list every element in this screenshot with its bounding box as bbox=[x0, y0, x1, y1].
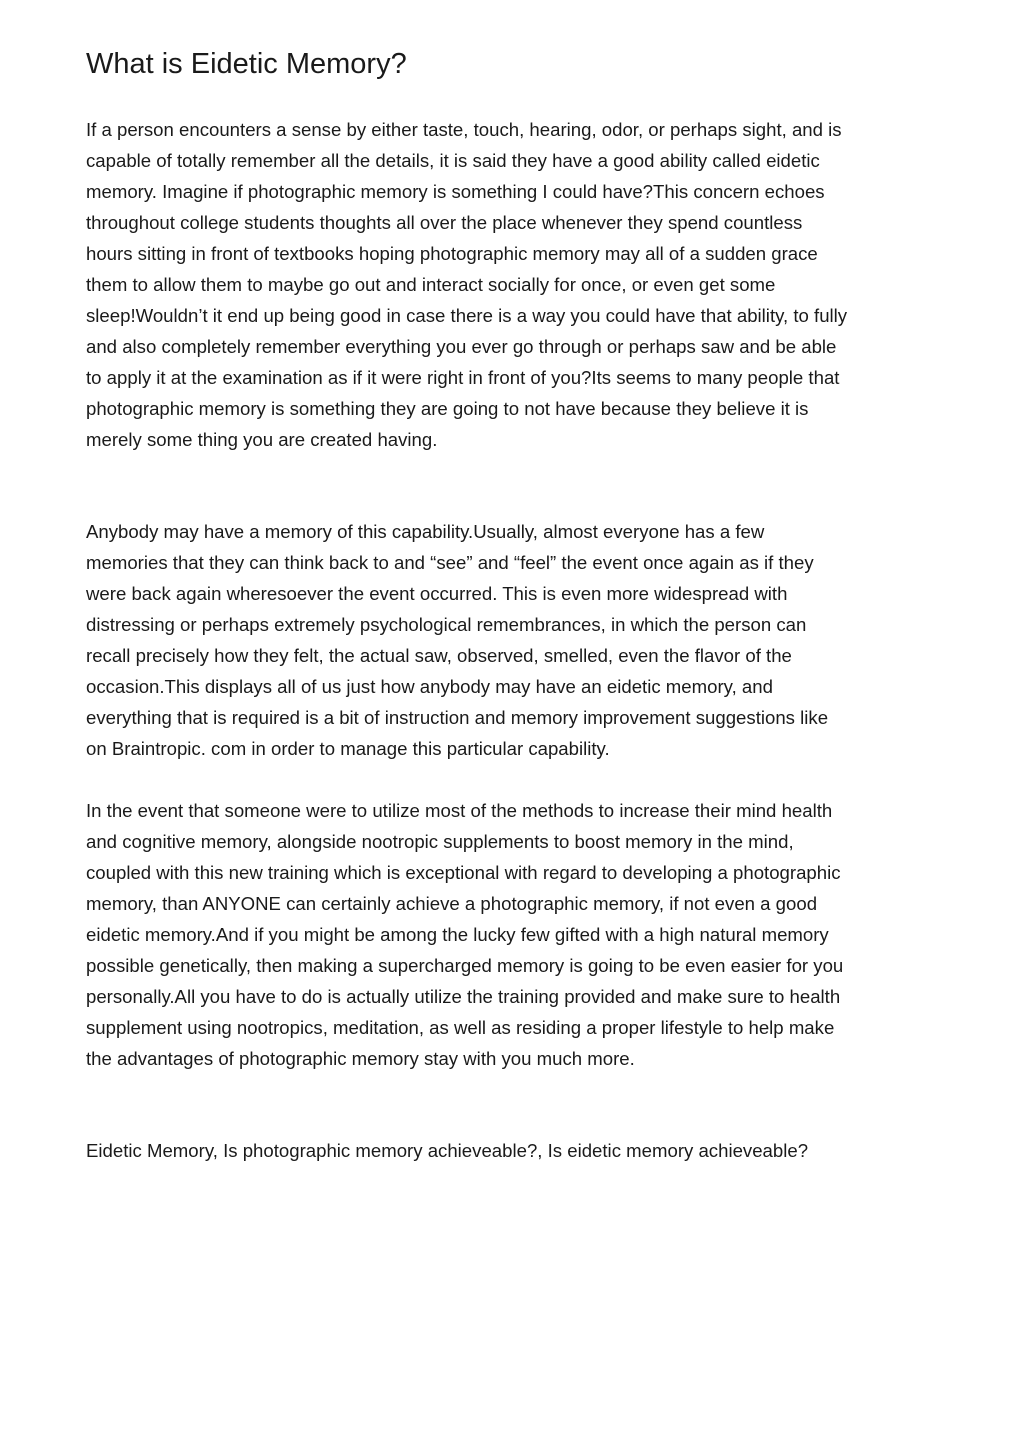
text-line: capable of totally remember all the details, it is said they have a good ability called eidetic bbox=[86, 150, 820, 171]
text-line: recall precisely how they felt, the actual saw, observed, smelled, even the flavor of the bbox=[86, 645, 792, 666]
paragraph-1 bbox=[86, 114, 847, 455]
paragraph-2 bbox=[86, 516, 828, 764]
text-line: possible genetically, then making a supercharged memory is going to be even easier for you bbox=[86, 955, 844, 976]
text-line: Anybody may have a memory of this capability.Usually, almost everyone has a few bbox=[86, 521, 765, 542]
text-line: coupled with this new training which is exceptional with regard to developing a photographic bbox=[86, 862, 841, 883]
text-line: merely some thing you are created having. bbox=[86, 429, 438, 450]
text-line: memory, than ANYONE can certainly achieve a photographic memory, if not even a good bbox=[86, 893, 818, 914]
text-line: the advantages of photographic memory stay with you much more. bbox=[86, 1048, 635, 1069]
text-line: and cognitive memory, alongside nootropic supplements to boost memory in the mind, bbox=[86, 831, 794, 852]
text-line: In the event that someone were to utilize most of the methods to increase their mind health bbox=[86, 800, 833, 821]
text-line: memory. Imagine if photographic memory is something I could have?This concern echoes bbox=[86, 181, 825, 202]
text-line: hours sitting in front of textbooks hoping photographic memory may all of a sudden grace bbox=[86, 243, 818, 264]
text-line: distressing or perhaps extremely psychological remembrances, in which the person can bbox=[86, 614, 807, 635]
text-line: sleep!Wouldn’t it end up being good in case there is a way you could have that ability, to fully bbox=[86, 305, 848, 326]
paragraph-3 bbox=[86, 795, 843, 1074]
text-line: on Braintropic. com in order to manage this particular capability. bbox=[86, 738, 610, 759]
text-line: everything that is required is a bit of instruction and memory improvement suggestions like bbox=[86, 707, 829, 728]
text-line: throughout college students thoughts all over the place whenever they spend countless bbox=[86, 212, 803, 233]
text-line: occasion.This displays all of us just how anybody may have an eidetic memory, and bbox=[86, 676, 773, 697]
text-line: personally.All you have to do is actually utilize the training provided and make sure to health bbox=[86, 986, 841, 1007]
text-line: to apply it at the examination as if it were right in front of you?Its seems to many people that bbox=[86, 367, 840, 388]
text-line: were back again wheresoever the event occurred. This is even more widespread with bbox=[86, 583, 788, 604]
text-line: supplement using nootropics, meditation, as well as residing a proper lifestyle to help make bbox=[86, 1017, 835, 1038]
text-line: memories that they can think back to and “see” and “feel” the event once again as if they bbox=[86, 552, 814, 573]
tags-line: Eidetic Memory, Is photographic memory achieveable?, Is eidetic memory achieveable? bbox=[86, 1140, 809, 1161]
text-line: them to allow them to maybe go out and interact socially for once, or even get some bbox=[86, 274, 776, 295]
text-line: and also completely remember everything you ever go through or perhaps saw and be able bbox=[86, 336, 837, 357]
text-line: photographic memory is something they are going to not have because they believe it is bbox=[86, 398, 809, 419]
text-line: If a person encounters a sense by either taste, touch, hearing, odor, or perhaps sight, and is bbox=[86, 119, 842, 140]
text-line: eidetic memory.And if you might be among the lucky few gifted with a high natural memory bbox=[86, 924, 829, 945]
page-title: What is Eidetic Memory? bbox=[86, 48, 407, 80]
